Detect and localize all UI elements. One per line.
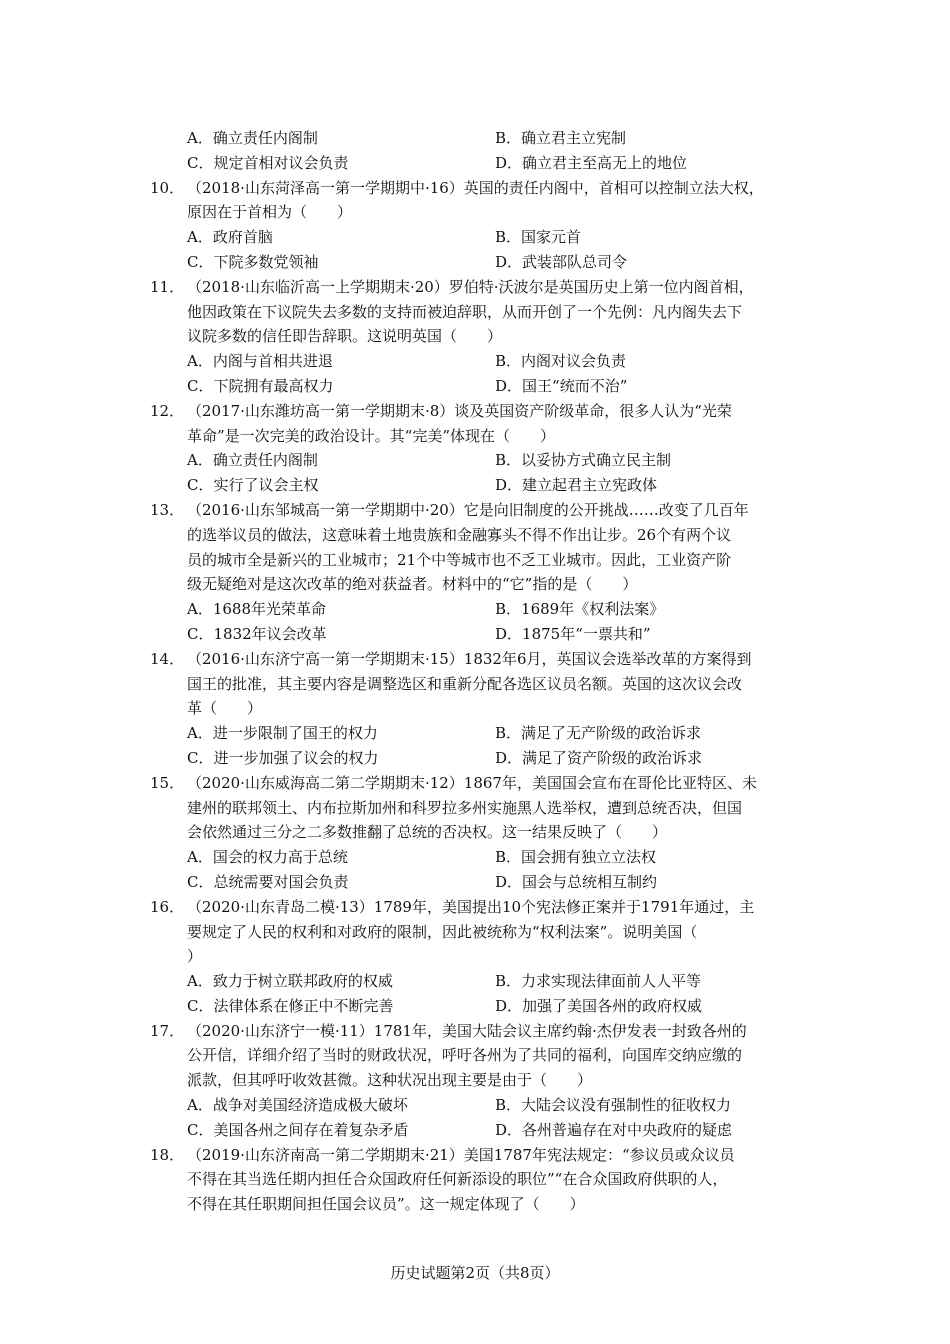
question-text-line: 他因政策在下议院失去多数的支持而被迫辞职，从而开创了一个先例：凡内阁失去下 [187, 302, 743, 321]
question-text-line: 会依然通过三分之二多数推翻了总统的否决权。这一结果反映了（ ） [187, 823, 668, 842]
question-number: 12． [150, 401, 185, 420]
question-block [150, 1019, 810, 1143]
question-text-line: 要规定了人民的权利和对政府的限制，因此被统称为“权利法案”。说明美国（ [187, 922, 698, 941]
question-text: （2016·山东邹城高一第一学期期中·20）它是向旧制度的公开挑战……改变了几百年 [187, 500, 749, 519]
answer-option: D．国王“统而不治” [495, 376, 628, 395]
question-stem [150, 1143, 810, 1168]
question-text-line: 不得在其当选任期内担任合众国政府任何新添设的职位”“在合众国政府供职的人， [187, 1170, 728, 1189]
question-text: （2020·山东济宁一模·11）1781年，美国大陆会议主席约翰·杰伊发表一封致各州的 [187, 1021, 747, 1040]
answer-option: C．下院拥有最高权力 [187, 376, 334, 395]
question-text-line: 国王的批准，其主要内容是调整选区和重新分配各选区议员名额。英国的这次议会改 [187, 674, 743, 693]
option-row [150, 1118, 810, 1143]
question-text-line: 派款，但其呼吁收效甚微。这种状况出现主要是由于（ ） [187, 1071, 593, 1090]
option-row [150, 721, 810, 746]
answer-option: C．总统需要对国会负责 [187, 872, 349, 891]
answer-option: D．确立君主至高无上的地位 [495, 153, 688, 172]
question-text: （2018·山东临沂高一上学期期末·20）罗伯特·沃波尔是英国历史上第一位内阁首相， [187, 277, 754, 296]
question-stem [150, 176, 810, 201]
question-number: 11． [150, 277, 185, 296]
option-row [150, 473, 810, 498]
option-row [150, 374, 810, 399]
option-row [150, 845, 810, 870]
question-text-line: 革（ ） [187, 699, 263, 718]
question-block [150, 498, 810, 647]
question-number: 15． [150, 773, 185, 792]
option-row [150, 622, 810, 647]
option-row [150, 746, 810, 771]
question-text: （2020·山东青岛二模·13）1789年，美国提出10个宪法修正案并于1791年通过，主 [187, 897, 755, 916]
answer-option: C．法律体系在修正中不断完善 [187, 996, 394, 1015]
answer-option: A．进一步限制了国王的权力 [187, 724, 378, 743]
question-text-line: 议院多数的信任即告辞职。这说明英国（ ） [187, 327, 503, 346]
answer-option: A．确立责任内阁制 [187, 129, 318, 147]
question-stem [150, 895, 810, 920]
question-text-line: 员的城市全是新兴的工业城市；21个中等城市也不乏工业城市。因此，工业资产阶 [187, 550, 732, 569]
question-text-line: 级无疑绝对是这次改革的绝对获益者。材料中的“它”指的是（ ） [187, 575, 638, 594]
question-stem [150, 647, 810, 672]
question-block [150, 275, 810, 399]
option-row [150, 126, 810, 151]
option-row [150, 250, 810, 275]
answer-option: C．规定首相对议会负责 [187, 153, 349, 172]
answer-option: A．确立责任内阁制 [187, 451, 318, 470]
question-block [150, 771, 810, 895]
question-number: 10． [150, 178, 185, 197]
answer-option: A．致力于树立联邦政府的权威 [187, 972, 393, 991]
question-text-line: 革命”是一次完美的政治设计。其“完美”体现在（ ） [187, 426, 556, 445]
question-block [150, 895, 810, 1019]
question-number: 14． [150, 649, 185, 668]
question-stem [150, 498, 810, 523]
question-block [150, 126, 810, 176]
answer-option: D．满足了资产阶级的政治诉求 [495, 748, 703, 767]
question-text: （2016·山东济宁高一第一学期期末·15）1832年6月，英国议会选举改革的方案得到 [187, 649, 752, 668]
answer-option: A．国会的权力高于总统 [187, 848, 348, 867]
option-row [150, 225, 810, 250]
answer-option: B．内阁对议会负责 [495, 352, 627, 371]
answer-option: B．以妥协方式确立民主制 [495, 451, 672, 470]
answer-option: B．国家元首 [495, 228, 582, 247]
answer-option: C．实行了议会主权 [187, 476, 319, 495]
question-text-line: 建州的联邦领土、内布拉斯加州和科罗拉多州实施黑人选举权，遭到总统否决，但国 [187, 798, 743, 817]
question-text-line: 的选举议员的做法，这意味着土地贵族和金融寡头不得不作出让步。26个有两个议 [187, 525, 732, 544]
question-block [150, 399, 810, 498]
question-number: 17． [150, 1021, 185, 1040]
option-row [150, 994, 810, 1019]
question-text: （2017·山东潍坊高一第一学期期末·8）谈及英国资产阶级革命，很多人认为“光荣 [187, 401, 732, 420]
question-block [150, 647, 810, 771]
question-text-line: 公开信，详细介绍了当时的财政状况，呼吁各州为了共同的福利，向国库交纳应缴的 [187, 1046, 743, 1065]
question-block [150, 176, 810, 275]
option-row [150, 870, 810, 895]
answer-option: B．确立君主立宪制 [495, 129, 627, 147]
option-row [150, 151, 810, 176]
question-text: （2018·山东菏泽高一第一学期期中·16）英国的责任内阁中，首相可以控制立法大权， [187, 178, 764, 197]
answer-option: D．建立起君主立宪政体 [495, 476, 658, 495]
answer-option: D．武装部队总司令 [495, 252, 628, 271]
option-row [150, 969, 810, 994]
question-text-line: 不得在其任职期间担任国会议员”。这一规定体现了（ ） [187, 1195, 585, 1214]
answer-option: C．下院多数党领袖 [187, 252, 319, 271]
question-text-line: 原因在于首相为（ ） [187, 203, 353, 222]
answer-option: D．1875年“一票共和” [495, 624, 651, 643]
answer-option: D．国会与总统相互制约 [495, 872, 658, 891]
answer-option: B．满足了无产阶级的政治诉求 [495, 724, 702, 743]
answer-option: D．各州普遍存在对中央政府的疑虑 [495, 1120, 733, 1139]
option-row [150, 1093, 810, 1118]
answer-option: C．1832年议会改革 [187, 624, 327, 643]
question-stem [150, 399, 810, 424]
answer-option: A．战争对美国经济造成极大破坏 [187, 1096, 408, 1115]
page-footer: 历史试题第2页（共8页） [390, 1264, 560, 1282]
answer-option: C．美国各州之间存在着复杂矛盾 [187, 1120, 409, 1139]
answer-option: D．加强了美国各州的政府权威 [495, 996, 703, 1015]
question-number: 16． [150, 897, 185, 916]
answer-option: A．政府首脑 [187, 228, 273, 247]
question-text: （2019·山东济南高一第二学期期末·21）美国1787年宪法规定：“参议员或众议员 [187, 1145, 735, 1164]
option-row [150, 448, 810, 473]
answer-option: B．国会拥有独立立法权 [495, 848, 657, 867]
question-text: （2020·山东威海高二第二学期期末·12）1867年，美国国会宣布在哥伦比亚特区、未 [187, 773, 757, 792]
option-row [150, 597, 810, 622]
answer-option: B．1689年《权利法案》 [495, 600, 665, 619]
answer-option: B．力求实现法律面前人人平等 [495, 972, 702, 991]
question-number: 13． [150, 500, 185, 519]
answer-option: A．内阁与首相共进退 [187, 352, 333, 371]
exam-content [150, 126, 810, 1217]
answer-option: C．进一步加强了议会的权力 [187, 748, 379, 767]
option-row [150, 349, 810, 374]
question-stem [150, 1019, 810, 1044]
answer-option: B．大陆会议没有强制性的征收权力 [495, 1096, 732, 1115]
question-block [150, 1143, 810, 1217]
question-stem [150, 275, 810, 300]
question-text-line: ） [187, 947, 203, 966]
question-number: 18． [150, 1145, 185, 1164]
answer-option: A．1688年光荣革命 [187, 600, 327, 619]
question-stem [150, 771, 810, 796]
